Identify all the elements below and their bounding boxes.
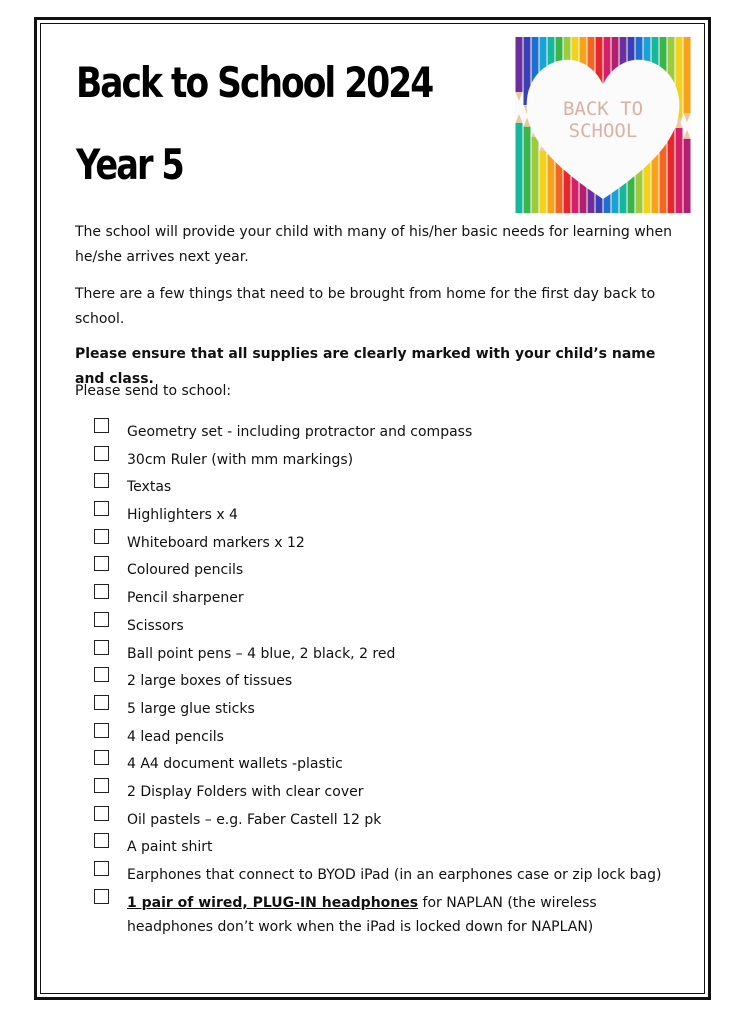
checkbox[interactable] [94,584,109,599]
supply-item [94,582,694,610]
supplies-checklist [94,416,694,935]
checkbox[interactable] [94,473,109,488]
checkbox[interactable] [94,806,109,821]
supply-item [94,471,694,499]
pencil-body [524,127,531,213]
supply-item [94,638,694,666]
supply-item-label: Geometry set - including protractor and compass [127,424,473,440]
supply-item [94,527,694,555]
checkbox[interactable] [94,446,109,461]
list-heading: Please send to school: [75,383,232,399]
supply-item [94,693,694,721]
supply-item-label: 4 lead pencils [127,728,224,745]
pencil-body [516,37,523,92]
supply-item-label: Oil pastels – e.g. Faber Castell 12 pk [127,811,382,828]
pencil-tip [684,113,691,122]
checkbox[interactable] [94,418,109,433]
checkbox[interactable] [94,833,109,848]
supply-item-label: 5 large glue sticks [127,700,255,717]
supply-item [94,804,694,832]
supply-item [94,610,694,638]
supply-item [94,748,694,776]
headphones-emphasis: 1 pair of wired, PLUG-IN headphones [127,894,419,911]
supply-item-label: Highlighters x 4 [127,507,238,524]
supply-item [94,444,694,472]
checkbox[interactable] [94,612,109,627]
checkbox[interactable] [94,556,109,571]
supply-item [94,499,694,527]
checkbox[interactable] [94,750,109,765]
title-line-2: Year 5 [76,140,183,189]
headphones-note: for NAPLAN (the wireless headphones don’t work when the iPad is locked down for NAPLAN) [127,894,597,935]
supply-item-label: 2 large boxes of tissues [127,673,293,690]
checkbox[interactable] [94,640,109,655]
supply-item-label: Earphones that connect to BYOD iPad (in an earphones case or zip lock bag) [127,867,662,883]
supply-item-headphones [94,887,694,935]
intro-paragraph-2: There are a few things that need to be brought from home for the first day back to school. [75,286,656,327]
checkbox[interactable] [94,889,109,904]
image-caption-line-1: BACK TO [562,98,644,120]
pencil-tip [516,114,523,123]
pencil-body [676,128,683,213]
intro-paragraph-1: The school will provide your child with many of his/her basic needs for learning when he/she arrives next year. [75,224,673,265]
checkbox[interactable] [94,667,109,682]
supply-item-label: Pencil sharpener [127,590,244,607]
supply-item-label: 30cm Ruler (with mm markings) [127,451,354,468]
supply-item [94,665,694,693]
checkbox[interactable] [94,723,109,738]
supply-item-label: Coloured pencils [127,562,244,579]
pencil-body [540,151,547,213]
checkbox[interactable] [94,501,109,516]
pencil-body [684,139,691,213]
supply-item [94,776,694,804]
pencil-tip [516,92,523,101]
supply-item-label [127,891,687,939]
pencil-heart-illustration [515,37,691,213]
supply-item-label: 4 A4 document wallets -plastic [127,756,343,773]
supply-item-label: Ball point pens – 4 blue, 2 black, 2 red [127,645,396,662]
pencil-body [516,123,523,213]
supply-item [94,721,694,749]
pencil-tip [684,130,691,139]
supply-item-label: Textas [127,479,172,496]
supply-item-label: A paint shirt [127,839,213,856]
pencil-body [684,37,691,113]
supply-item-label: Scissors [127,617,184,634]
supply-item [94,554,694,582]
back-to-school-image [515,37,691,213]
supply-item [94,859,694,887]
checkbox[interactable] [94,778,109,793]
title-line-1: Back to School 2024 [76,58,433,107]
supply-item-label: 2 Display Folders with clear cover [127,783,364,800]
name-label-notice: Please ensure that all supplies are clearly marked with your child’s name and class. [75,346,656,387]
supply-item-label: Whiteboard markers x 12 [127,534,305,551]
supply-item [94,831,694,859]
checkbox[interactable] [94,861,109,876]
pencil-body [532,137,539,213]
image-caption-line-2: SCHOOL [568,120,638,142]
checkbox[interactable] [94,695,109,710]
checkbox[interactable] [94,529,109,544]
supply-item [94,416,694,444]
